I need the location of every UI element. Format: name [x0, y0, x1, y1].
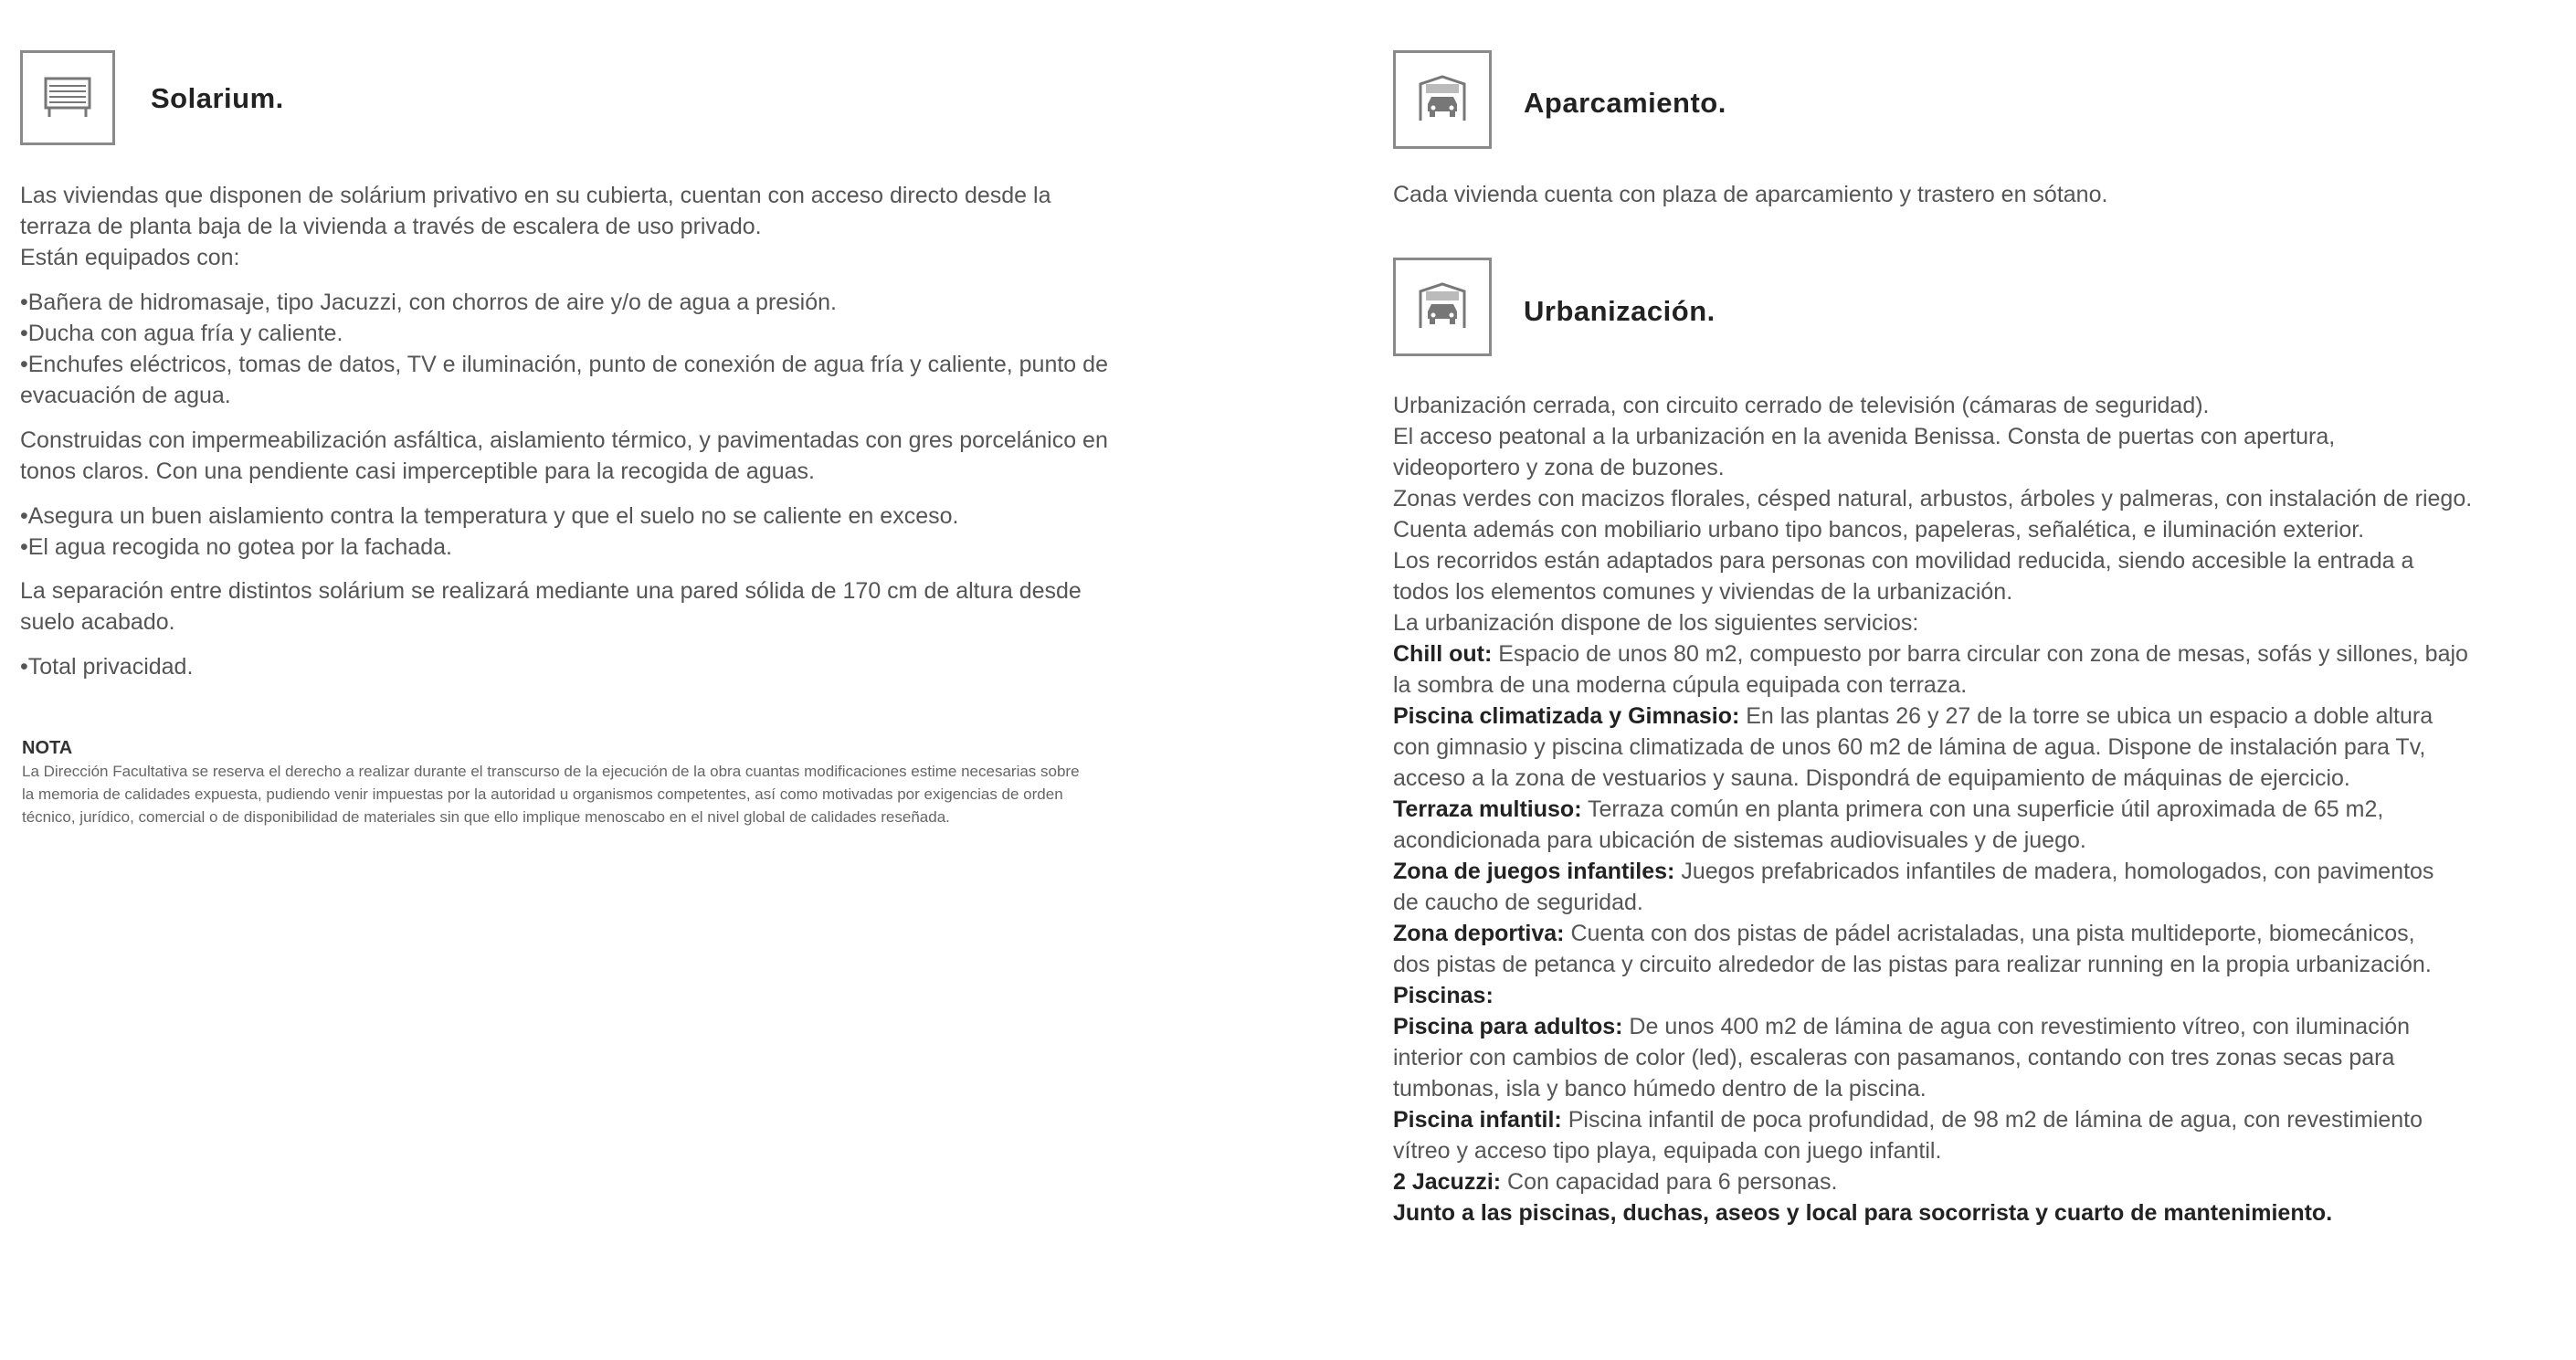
- service-description: Terraza común en planta primera con una superficie útil aproximada de 65 m2,: [1581, 796, 2384, 822]
- text-line: la memoria de calidades expuesta, pudiendo venir impuestas por la autoridad u organismos competentes, así como motivadas por exigencias de orden: [22, 785, 1063, 803]
- text-line: [1393, 1104, 2553, 1135]
- service-name: Piscina infantil:: [1393, 1107, 1562, 1133]
- service-description: La urbanización dispone de los siguientes servicios:: [1393, 610, 1919, 636]
- text-line: [1393, 1135, 2553, 1166]
- service-description: interior con cambios de color (led), escaleras con pasamanos, contando con tres zonas secas para: [1393, 1045, 2395, 1070]
- text-line: técnico, jurídico, comercial o de disponibilidad de materiales sin que ello implique menoscabo en el nivel global de calidades reseñada.: [22, 808, 950, 826]
- text-line: [1393, 390, 2553, 421]
- nota-title: NOTA: [22, 738, 73, 758]
- text-line: suelo acabado.: [20, 609, 175, 635]
- text-line: [1393, 949, 2553, 980]
- service-description: Zonas verdes con macizos florales, césped natural, arbustos, árboles y palmeras, con instalación de riego.: [1393, 486, 2473, 511]
- service-description: Cuenta con dos pistas de pádel acristaladas, una pista multideporte, biomecánicos,: [1564, 921, 2415, 946]
- text-line: [1393, 545, 2553, 576]
- text-line: [1393, 1197, 2553, 1228]
- service-name: Piscina para adultos:: [1393, 1014, 1623, 1039]
- list-item: •El agua recogida no gotea por la fachada.: [20, 534, 452, 560]
- aparcamiento-title: Aparcamiento.: [1524, 87, 1726, 119]
- list-item: •Asegura un buen aislamiento contra la temperatura y que el suelo no se caliente en exceso.: [20, 503, 959, 529]
- service-description: Cuenta además con mobiliario urbano tipo bancos, papeleras, señalética, e iluminación exterior.: [1393, 517, 2365, 543]
- service-description: acceso a la zona de vestuarios y sauna. Dispondrá de equipamiento de máquinas de ejercicio.: [1393, 765, 2350, 791]
- text-line: [1393, 794, 2553, 825]
- solarium-title: Solarium.: [151, 82, 284, 114]
- text-line: [1393, 825, 2553, 856]
- solarium-icon-box: [20, 50, 115, 145]
- text-line: [1393, 576, 2553, 607]
- text-line: [1393, 732, 2553, 763]
- text-line: [1393, 669, 2553, 701]
- text-line: [1393, 607, 2553, 638]
- text-line: Cada vivienda cuenta con plaza de aparcamiento y trastero en sótano.: [1393, 182, 2108, 207]
- urbanizacion-icon-box: [1393, 258, 1492, 356]
- service-description: la sombra de una moderna cúpula equipada con terraza.: [1393, 672, 1968, 698]
- garage-car-icon: [1417, 282, 1468, 332]
- sun-lounger-icon: [42, 75, 93, 121]
- service-description: tumbonas, isla y banco húmedo dentro de la piscina.: [1393, 1076, 1927, 1102]
- solarium-intro: [20, 180, 1050, 273]
- text-line: [1393, 887, 2553, 918]
- service-description: El acceso peatonal a la urbanización en la avenida Benissa. Consta de puertas con apertura,: [1393, 424, 2336, 449]
- service-name: Junto a las piscinas, duchas, aseos y local para socorrista y cuarto de mantenimiento.: [1393, 1200, 2333, 1226]
- list-item: •Ducha con agua fría y caliente.: [20, 321, 343, 346]
- urbanizacion-title: Urbanización.: [1524, 295, 1716, 327]
- list-item: •Total privacidad.: [20, 654, 194, 680]
- text-line: [1393, 1073, 2553, 1104]
- service-description: de caucho de seguridad.: [1393, 890, 1643, 915]
- service-description: acondicionada para ubicación de sistemas audiovisuales y de juego.: [1393, 828, 2086, 853]
- aparcamiento-text: [1393, 179, 2107, 210]
- garage-car-icon: [1417, 75, 1468, 124]
- text-line: [1393, 856, 2553, 887]
- text-line: [1393, 421, 2553, 452]
- nota-text: [22, 760, 1080, 828]
- solarium-equipment-list: [20, 287, 1108, 411]
- list-item: •Enchufes eléctricos, tomas de datos, TV e iluminación, punto de conexión de agua fría y caliente, punto de: [20, 352, 1108, 377]
- service-description: Con capacidad para 6 personas.: [1501, 1169, 1838, 1195]
- text-line: [1393, 1042, 2553, 1073]
- solarium-benefits: [20, 501, 958, 563]
- text-line: Las viviendas que disponen de solárium privativo en su cubierta, cuentan con acceso directo desde la: [20, 183, 1051, 208]
- text-line: [1393, 514, 2553, 545]
- list-item: •Bañera de hidromasaje, tipo Jacuzzi, con chorros de aire y/o de agua a presión.: [20, 290, 837, 315]
- text-line: [1393, 980, 2553, 1011]
- service-description: Los recorridos están adaptados para personas con movilidad reducida, siendo accesible la entrada a: [1393, 548, 2414, 574]
- service-description: con gimnasio y piscina climatizada de unos 60 m2 de lámina de agua. Dispone de instalación para Tv,: [1393, 734, 2426, 760]
- service-description: Urbanización cerrada, con circuito cerrado de televisión (cámaras de seguridad).: [1393, 393, 2210, 418]
- text-line: [1393, 1166, 2553, 1197]
- service-name: Zona deportiva:: [1393, 921, 1565, 946]
- aparcamiento-icon-box: [1393, 50, 1492, 149]
- service-description: videoportero y zona de buzones.: [1393, 455, 1725, 480]
- text-line: [1393, 763, 2553, 794]
- text-line: [1393, 1011, 2553, 1042]
- service-description: De unos 400 m2 de lámina de agua con revestimiento vítreo, con iluminación: [1622, 1014, 2411, 1039]
- service-description: Piscina infantil de poca profundidad, de 98 m2 de lámina de agua, con revestimiento: [1561, 1107, 2423, 1133]
- solarium-construction: [20, 425, 1108, 487]
- text-line: [1393, 918, 2553, 949]
- service-description: dos pistas de petanca y circuito alrededor de las pistas para realizar running en la propia urbanización.: [1393, 952, 2432, 977]
- service-description: Juegos prefabricados infantiles de madera, homologados, con pavimentos: [1674, 859, 2434, 884]
- service-description: vítreo y acceso tipo playa, equipada con juego infantil.: [1393, 1138, 1942, 1164]
- urbanizacion-text: [1393, 390, 2553, 1228]
- service-name: Chill out:: [1393, 641, 1493, 667]
- list-item: evacuación de agua.: [20, 383, 231, 408]
- text-line: Construidas con impermeabilización asfáltica, aislamiento térmico, y pavimentadas con gres porcelánico en: [20, 427, 1108, 453]
- service-name: Zona de juegos infantiles:: [1393, 859, 1675, 884]
- text-line: [1393, 701, 2553, 732]
- text-line: [1393, 483, 2553, 514]
- text-line: tonos claros. Con una pendiente casi imperceptible para la recogida de aguas.: [20, 459, 815, 484]
- text-line: [1393, 452, 2553, 483]
- text-line: [1393, 638, 2553, 669]
- text-line: Están equipados con:: [20, 245, 240, 270]
- service-name: Piscina climatizada y Gimnasio:: [1393, 703, 1740, 729]
- service-name: Piscinas:: [1393, 983, 1494, 1008]
- service-name: 2 Jacuzzi:: [1393, 1169, 1502, 1195]
- service-name: Terraza multiuso:: [1393, 796, 1582, 822]
- text-line: La separación entre distintos solárium se realizará mediante una pared sólida de 170 cm de altura desde: [20, 578, 1082, 604]
- text-line: La Dirección Facultativa se reserva el derecho a realizar durante el transcurso de la ejecución de la obra cuantas modificaciones estime necesarias sobre: [22, 763, 1080, 780]
- service-description: Espacio de unos 80 m2, compuesto por barra circular con zona de mesas, sofás y sillones, bajo: [1492, 641, 2468, 667]
- solarium-separation: [20, 575, 1082, 638]
- text-line: terraza de planta baja de la vivienda a través de escalera de uso privado.: [20, 214, 762, 239]
- solarium-privacy: [20, 651, 193, 682]
- service-description: todos los elementos comunes y viviendas de la urbanización.: [1393, 579, 2013, 605]
- service-description: En las plantas 26 y 27 de la torre se ubica un espacio a doble altura: [1739, 703, 2433, 729]
